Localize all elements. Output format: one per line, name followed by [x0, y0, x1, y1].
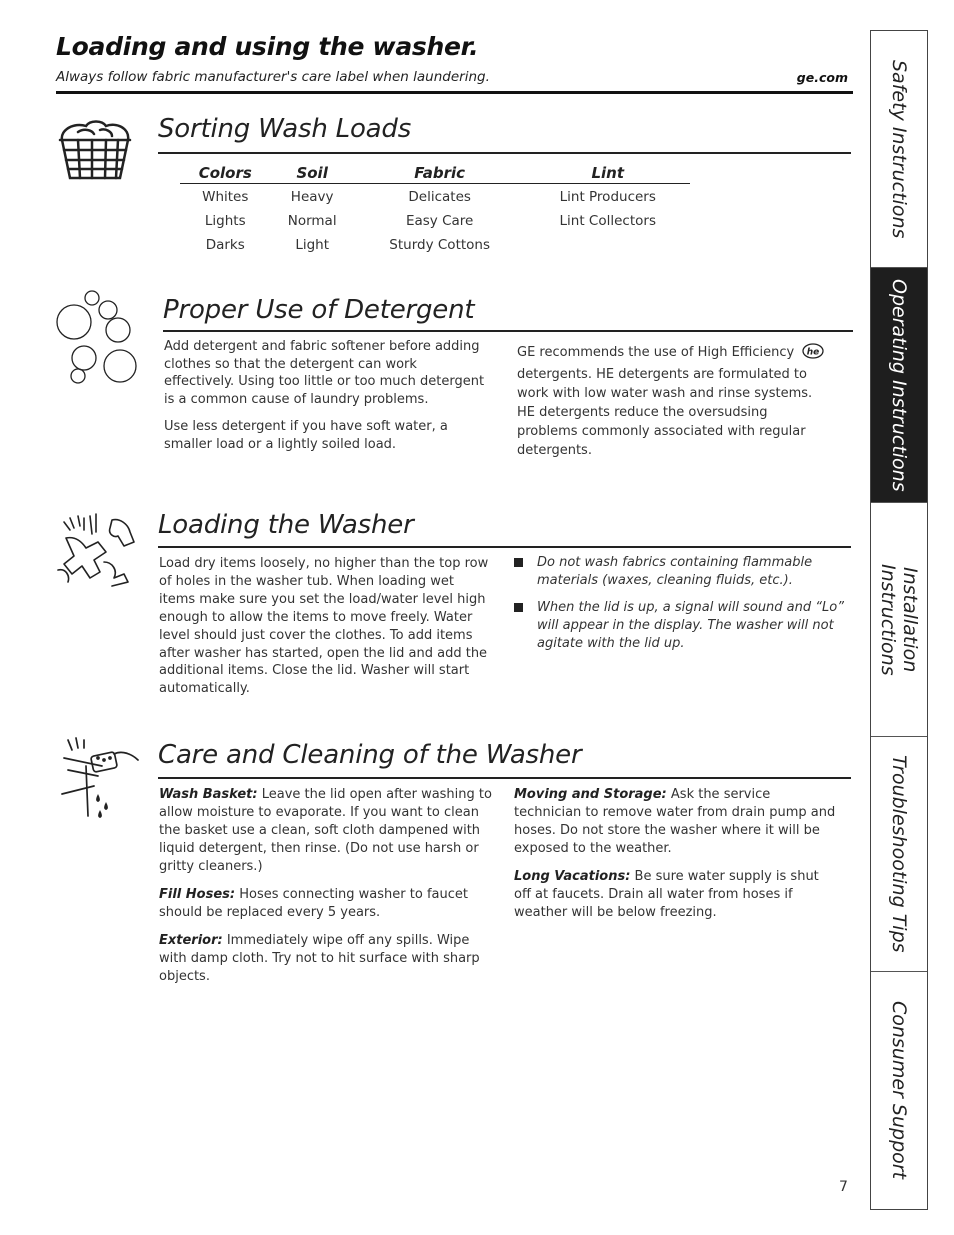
table-cell: Lint Collectors [559, 213, 656, 229]
care-left-column [159, 786, 496, 996]
tab-safety-instructions[interactable] [871, 31, 927, 268]
table-cell: Light [295, 237, 330, 253]
table-cell [526, 232, 691, 256]
table-cell: Lint Producers [559, 189, 656, 205]
detergent-title: Proper Use of Detergent [163, 295, 475, 325]
bullet-square-icon [514, 558, 523, 567]
site-url[interactable]: ge.com [796, 70, 848, 85]
table-cell: Sturdy Cottons [389, 237, 490, 253]
table-row [180, 184, 690, 209]
he-logo-icon [802, 343, 824, 365]
exterior-label: Exterior: [159, 933, 223, 948]
table-row [180, 208, 690, 232]
loading-left-column [159, 555, 494, 708]
exterior-text: Immediately wipe off any spills. Wipe with damp cloth. Try not to hit surface with sharp objects. [159, 933, 480, 984]
column-header-colors: Colors [180, 162, 271, 184]
fill-hoses-text: Hoses connecting washer to faucet should be replaced every 5 years. [159, 887, 468, 920]
tab-troubleshooting-tips[interactable] [871, 737, 927, 972]
tab-label [877, 564, 921, 676]
bullet-square-icon [514, 603, 523, 612]
laundry-basket-icon [56, 118, 134, 184]
sorting-table [180, 162, 690, 256]
bubbles-icon [54, 288, 140, 386]
table-header-row [180, 162, 690, 184]
cleaning-sponge-icon [58, 736, 142, 822]
list-item [514, 554, 849, 590]
clothes-loading-icon [54, 512, 140, 588]
loading-title: Loading the Washer [158, 510, 414, 540]
he-logo-text: he [807, 347, 820, 358]
detergent-left-column [164, 338, 489, 463]
care-rule [158, 777, 851, 779]
page-subtitle: Always follow fabric manufacturer's care label when laundering. [56, 69, 490, 85]
section-tabs [870, 30, 928, 1210]
vacation-label: Long Vacations: [514, 869, 631, 884]
table-row [180, 232, 690, 256]
exterior-paragraph [159, 932, 496, 986]
column-header-fabric: Fabric [354, 162, 526, 184]
table-cell: Whites [202, 189, 249, 205]
table-cell: Darks [205, 237, 245, 253]
column-header-lint: Lint [526, 162, 691, 184]
tab-consumer-support[interactable] [871, 972, 927, 1209]
table-cell: Normal [287, 213, 337, 229]
he-detergent-text: detergents. HE detergents are formulated to work with low water wash and rinse systems. HE detergents reduce the oversudsing problems commonly associated with regular detergents. [517, 367, 813, 458]
care-title: Care and Cleaning of the Washer [158, 740, 582, 770]
care-right-column [514, 786, 836, 932]
tab-label: Safety Instructions [888, 59, 910, 239]
wash-basket-paragraph [159, 786, 496, 876]
tab-label: Operating Instructions [888, 278, 910, 492]
table-cell: Lights [204, 213, 246, 229]
loading-right-column [514, 554, 849, 662]
tab-label: Troubleshooting Tips [888, 755, 910, 953]
table-cell: Easy Care [405, 213, 474, 229]
fill-hoses-label: Fill Hoses: [159, 887, 236, 902]
detergent-paragraph: Use less detergent if you have soft water, a smaller load or a lightly soiled load. [164, 419, 448, 452]
tab-installation-instructions[interactable] [871, 503, 927, 737]
loading-paragraph: Load dry items loosely, no higher than the top row of holes in the washer tub. When loading wet items make sure you set the load/water level high enough to allow the items to move freely. Water level should just cover the clothes. To add items after washer has started, open the lid and add the additional items. Close the lid. Washer will start automatically. [159, 556, 489, 697]
header-rule [56, 91, 853, 94]
vacation-paragraph [514, 868, 836, 922]
he-recommendation-text: GE recommends the use of High Efficiency [517, 345, 795, 360]
tab-label-line: Installation [899, 566, 921, 673]
wash-basket-text: Leave the lid open after washing to allow moisture to evaporate. If you want to clean the basket use a clean, soft cloth dampened with liquid detergent, then rinse. (Do not use harsh or gritty cleaners.) [159, 787, 492, 874]
sorting-title: Sorting Wash Loads [158, 114, 412, 144]
moving-text: Ask the service technician to remove water from drain pump and hoses. Do not store the washer where it will be exposed to the weather. [514, 787, 836, 856]
vacation-text: Be sure water supply is shut off at faucets. Drain all water from hoses if weather will be below freezing. [514, 869, 819, 920]
column-header-soil: Soil [271, 162, 354, 184]
loading-rule [158, 546, 851, 548]
detergent-right-column [517, 343, 827, 460]
moving-label: Moving and Storage: [514, 787, 667, 802]
page-title: Loading and using the washer. [56, 32, 479, 61]
page-number: 7 [839, 1179, 848, 1195]
table-cell: Delicates [408, 189, 471, 205]
tab-operating-instructions[interactable] [871, 268, 927, 503]
sorting-rule [158, 152, 851, 154]
wash-basket-label: Wash Basket: [159, 787, 258, 802]
table-cell: Heavy [290, 189, 334, 205]
moving-paragraph [514, 786, 836, 858]
detergent-rule [163, 330, 853, 332]
tab-label: Consumer Support [888, 1001, 910, 1180]
tab-label-line: Instructions [877, 563, 899, 676]
list-item [514, 599, 849, 653]
bullet-text: Do not wash fabrics containing flammable materials (waxes, cleaning fluids, etc.). [537, 555, 813, 588]
bullet-text: When the lid is up, a signal will sound and “Lo” will appear in the display. The washer will not agitate with the lid up. [537, 600, 844, 651]
fill-hoses-paragraph [159, 886, 496, 922]
detergent-paragraph: Add detergent and fabric softener before adding clothes so that the detergent can work effectively. Using too little or too much detergent is a common cause of laundry problems. [164, 339, 485, 407]
